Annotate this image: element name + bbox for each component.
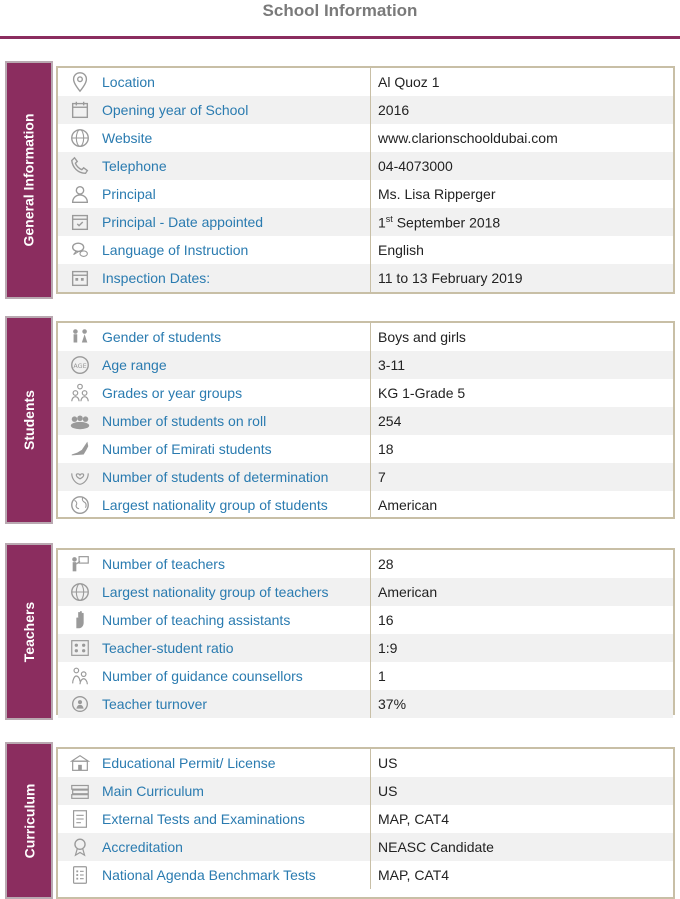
row-label: Number of teachers xyxy=(102,556,225,572)
section-tab xyxy=(5,316,53,524)
table-row xyxy=(58,124,673,152)
section-students xyxy=(5,316,675,524)
globe-icon xyxy=(69,494,91,516)
row-value: 37% xyxy=(378,696,407,712)
row-label: Largest nationality group of students xyxy=(102,497,328,513)
section-curriculum xyxy=(5,742,675,899)
row-label: National Agenda Benchmark Tests xyxy=(102,867,316,883)
row-value: www.clarionschooldubai.com xyxy=(378,130,558,146)
row-label: Gender of students xyxy=(102,329,222,345)
table-row xyxy=(58,323,673,351)
row-value: American xyxy=(378,497,438,513)
table-row xyxy=(58,690,673,718)
row-value: US xyxy=(378,755,398,771)
calendar-icon xyxy=(69,267,91,289)
table-row xyxy=(58,236,673,264)
table-row xyxy=(58,463,673,491)
info-table xyxy=(56,747,675,899)
table-row xyxy=(58,550,673,578)
section-general-information xyxy=(5,61,675,299)
checklist-icon xyxy=(69,864,91,886)
globe-icon xyxy=(69,127,91,149)
row-label: Principal xyxy=(102,186,156,202)
age-badge-icon xyxy=(69,354,91,376)
row-value: American xyxy=(378,584,438,600)
page-title: School Information xyxy=(262,1,418,20)
row-value: 1:9 xyxy=(378,640,398,656)
row-value: 1 xyxy=(378,668,386,684)
info-table xyxy=(56,321,675,519)
row-value: 04-4073000 xyxy=(378,158,453,174)
section-tab xyxy=(5,61,53,299)
row-value: 28 xyxy=(378,556,394,572)
test-sheet-icon xyxy=(69,808,91,830)
svg-text:AGE: AGE xyxy=(73,361,87,370)
table-row xyxy=(58,152,673,180)
table-row xyxy=(58,379,673,407)
row-label: Largest nationality group of teachers xyxy=(102,584,329,600)
row-value: MAP, CAT4 xyxy=(378,811,450,827)
table-row xyxy=(58,351,673,379)
title-divider xyxy=(0,36,680,39)
table-row xyxy=(58,662,673,690)
telephone-icon xyxy=(69,155,91,177)
section-tab-label: Students xyxy=(21,390,38,450)
award-ribbon-icon xyxy=(69,836,91,858)
table-row xyxy=(58,749,673,777)
row-value: 1st September 2018 xyxy=(378,213,501,231)
table-row xyxy=(58,68,673,96)
row-label: Location xyxy=(102,74,155,90)
info-table xyxy=(56,66,675,294)
boy-girl-icon xyxy=(69,326,91,348)
row-value: NEASC Candidate xyxy=(378,839,494,855)
section-tab xyxy=(5,742,53,899)
uae-map-icon xyxy=(69,438,91,460)
books-stack-icon xyxy=(69,780,91,802)
table-row xyxy=(58,180,673,208)
school-building-icon xyxy=(69,752,91,774)
row-value: 16 xyxy=(378,612,394,628)
row-label: External Tests and Examinations xyxy=(102,811,305,827)
row-label: Opening year of School xyxy=(102,102,249,118)
row-label: Principal - Date appointed xyxy=(102,214,264,230)
table-row xyxy=(58,264,673,292)
row-value: 2016 xyxy=(378,102,410,118)
table-row xyxy=(58,833,673,861)
row-label: Telephone xyxy=(102,158,167,174)
table-row xyxy=(58,435,673,463)
row-label: Main Curriculum xyxy=(102,783,204,799)
section-tab-label: Teachers xyxy=(21,601,38,662)
table-row xyxy=(58,407,673,435)
location-pin-icon xyxy=(69,71,91,93)
group-pyramid-icon xyxy=(69,382,91,404)
table-row xyxy=(58,208,673,236)
table-row xyxy=(58,805,673,833)
row-label: Inspection Dates: xyxy=(102,270,211,286)
row-value: US xyxy=(378,783,398,799)
row-label: Educational Permit/ License xyxy=(102,755,276,771)
row-value: 7 xyxy=(378,469,386,485)
table-row xyxy=(58,777,673,805)
hands-heart-icon xyxy=(69,466,91,488)
row-label: Teacher turnover xyxy=(102,696,208,712)
row-value: 254 xyxy=(378,413,402,429)
row-value: MAP, CAT4 xyxy=(378,867,450,883)
hand-icon xyxy=(69,609,91,631)
classroom-icon xyxy=(69,637,91,659)
row-label: Teacher-student ratio xyxy=(102,640,234,656)
teacher-board-icon xyxy=(69,553,91,575)
row-label: Number of guidance counsellors xyxy=(102,668,303,684)
row-value: 11 to 13 February 2019 xyxy=(378,270,523,286)
table-row xyxy=(58,634,673,662)
row-label: Age range xyxy=(102,357,167,373)
person-icon xyxy=(69,183,91,205)
globe-icon xyxy=(69,581,91,603)
calendar-icon xyxy=(69,99,91,121)
section-tab-label: General Information xyxy=(21,113,37,247)
row-value: KG 1-Grade 5 xyxy=(378,385,466,401)
row-label: Number of students of determination xyxy=(102,469,329,485)
row-label: Website xyxy=(102,130,153,146)
row-label: Accreditation xyxy=(102,839,183,855)
row-label: Grades or year groups xyxy=(102,385,243,401)
row-label: Number of teaching assistants xyxy=(102,612,291,628)
turnover-cycle-icon xyxy=(69,693,91,715)
table-row xyxy=(58,578,673,606)
section-tab xyxy=(5,543,53,720)
section-tab-label: Curriculum xyxy=(21,783,37,858)
row-value: 18 xyxy=(378,441,394,457)
calendar-check-icon xyxy=(69,211,91,233)
row-value: Boys and girls xyxy=(378,329,466,345)
table-row xyxy=(58,491,673,519)
row-label: Number of Emirati students xyxy=(102,441,272,457)
row-value: English xyxy=(378,242,424,258)
table-row xyxy=(58,861,673,889)
row-value: 3-11 xyxy=(378,357,405,373)
info-table xyxy=(56,548,675,715)
row-label: Language of Instruction xyxy=(102,242,249,258)
row-value: Ms. Lisa Ripperger xyxy=(378,186,496,202)
counsellor-icon xyxy=(69,665,91,687)
row-label: Number of students on roll xyxy=(102,413,267,429)
row-value: Al Quoz 1 xyxy=(378,74,440,90)
table-row xyxy=(58,96,673,124)
section-teachers xyxy=(5,543,675,720)
table-row xyxy=(58,606,673,634)
crowd-icon xyxy=(69,410,91,432)
speech-bubbles-icon xyxy=(69,239,91,261)
